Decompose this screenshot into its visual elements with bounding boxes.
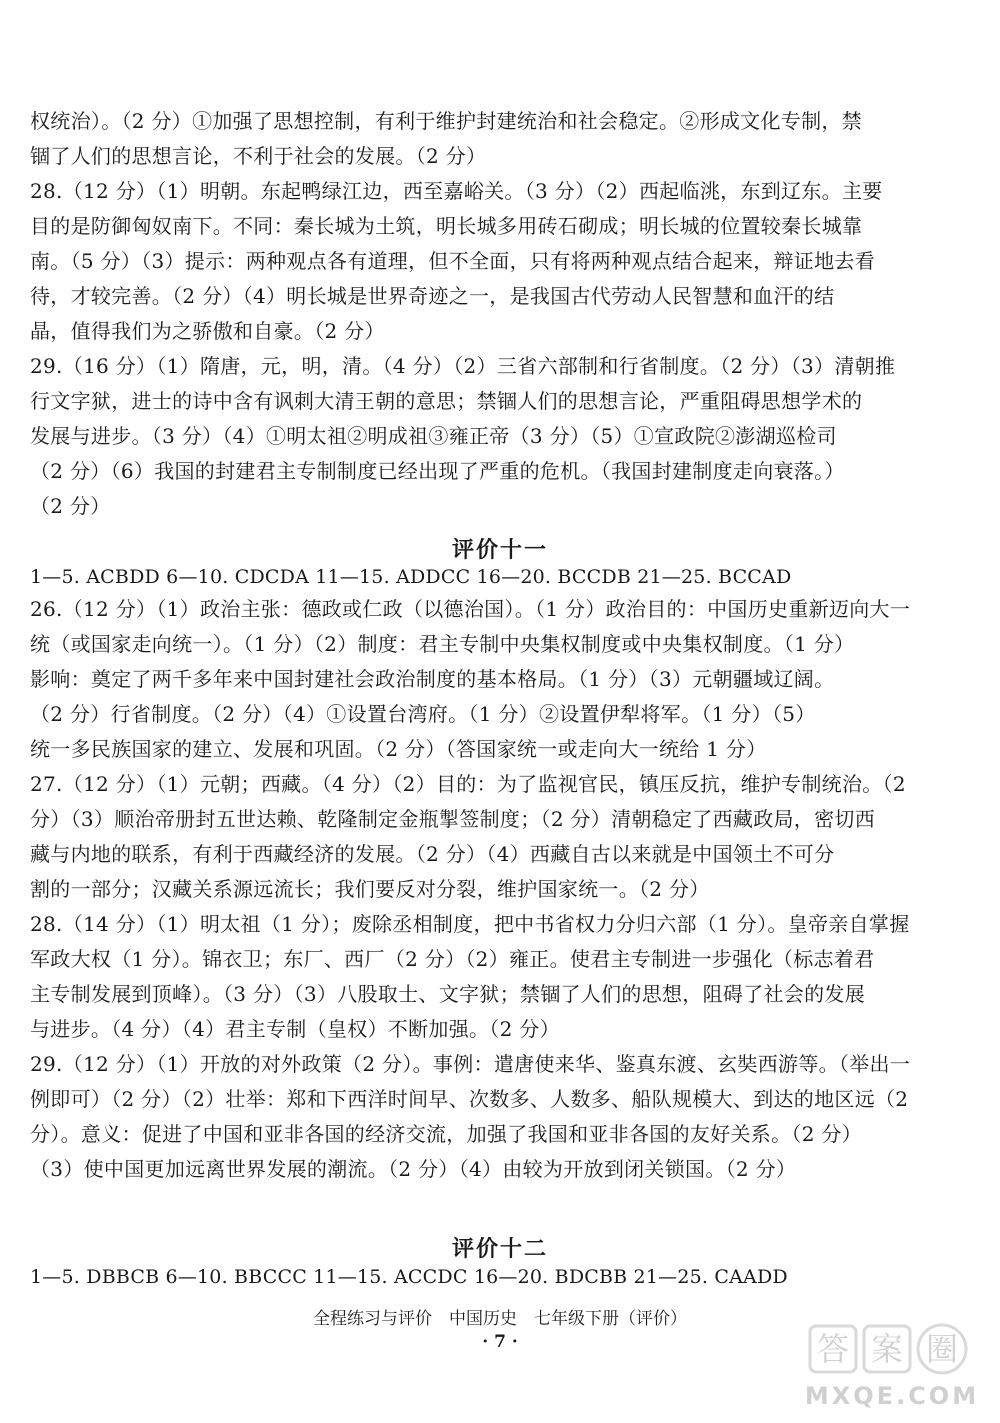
section-11-answers-block	[30, 592, 970, 1187]
text-line: 与进步。（4 分）（4）君主专制（皇权）不断加强。（2 分）	[30, 1017, 560, 1041]
svg-text:答: 答	[816, 1330, 850, 1368]
section-11-title: 评价十一	[451, 537, 548, 563]
text-line: 藏与内地的联系，有利于西藏经济的发展。（2 分）（4）西藏自古以来就是中国领土不可分	[30, 842, 835, 866]
text-line: 军政大权（1 分）。锦衣卫；东厂、西厂（2 分）（2）雍正。使君主专制进一步强化（标志着君	[30, 947, 875, 971]
text-line: （2 分）	[30, 494, 111, 518]
text-line: 统（或国家走向统一）。（1 分）（2）制度：君主专制中央集权制度或中央集权制度。（1 分）	[30, 632, 855, 656]
book-footer: 全程练习与评价 中国历史 七年级下册（评价）	[313, 1309, 687, 1329]
svg-text:案: 案	[870, 1330, 904, 1368]
text-line: 28.（14 分）（1）明太祖（1 分）；废除丞相制度，把中书省权力分归六部（1 分）。皇帝亲自掌握	[30, 912, 910, 936]
text-line: 影响：奠定了两千多年来中国封建社会政治制度的基本格局。（1 分）（3）元朝疆域辽阔。	[30, 667, 835, 691]
text-line: 26.（12 分）（1）政治主张：德政或仁政（以德治国）。（1 分）政治目的：中国历史重新迈向大一	[30, 597, 911, 621]
watermark-logo	[802, 1320, 982, 1415]
section-12-title: 评价十二	[451, 1236, 548, 1262]
text-line: （3）使中国更加远离世界发展的潮流。（2 分）（4）由较为开放到闭关锁国。（2 分）	[30, 1157, 797, 1181]
text-line: 统一多民族国家的建立、发展和巩固。（2 分）（答国家统一或走向大一统给 1 分）	[30, 737, 767, 761]
text-line: 待，才较完善。（2 分）（4）明长城是世界奇迹之一，是我国古代劳动人民智慧和血汗的结	[30, 284, 835, 308]
text-line: （2 分）行省制度。（2 分）（4）①设置台湾府。（1 分）②设置伊犁将军。（1 分）（5）	[30, 702, 816, 726]
section-12-choice-answers: 1—5. DBBCB 6—10. BBCCC 11—15. ACCDC 16—20. BDCBB 21—25. CAADD	[30, 1266, 788, 1288]
text-line: 锢了人们的思想言论，不利于社会的发展。（2 分）	[30, 144, 487, 168]
text-line: 分）。意义：促进了中国和亚非各国的经济交流，加强了我国和亚非各国的友好关系。（2 分）	[30, 1122, 862, 1146]
text-line: 分）（3）顺治帝册封五世达赖、乾隆制定金瓶掣签制度；（2 分）清朝稳定了西藏政局，密切西	[30, 807, 876, 831]
text-line: 主专制发展到顶峰）。（3 分）（3）八股取士、文字狱；禁锢了人们的思想，阻碍了社会的发展	[30, 982, 866, 1006]
svg-text:MXQE.COM: MXQE.COM	[804, 1382, 980, 1410]
text-line: 发展与进步。（3 分）（4）①明太祖②明成祖③雍正帝（3 分）（5）①宣政院②澎湖巡检司	[30, 424, 837, 448]
text-line: （2 分）（6）我国的封建君主专制制度已经出现了严重的危机。（我国封建制度走向衰落。）	[30, 459, 845, 483]
page-number: · 7 ·	[482, 1332, 518, 1352]
text-line: 目的是防御匈奴南下。不同：秦长城为土筑，明长城多用砖石砌成；明长城的位置较秦长城靠	[30, 214, 863, 238]
text-line: 晶，值得我们为之骄傲和自豪。（2 分）	[30, 319, 385, 343]
text-line: 例即可）（2 分）（2）壮举：郑和下西洋时间早、次数多、人数多、船队规模大、到达的地区远（2	[30, 1087, 909, 1111]
text-line: 行文字狱，进士的诗中含有讽刺大清王朝的意思；禁锢人们的思想言论，严重阻碍思想学术的	[30, 389, 863, 413]
text-line: 权统治）。（2 分）①加强了思想控制，有利于维护封建统治和社会稳定。②形成文化专制，禁	[30, 109, 862, 133]
text-line: 28.（12 分）（1）明朝。东起鸭绿江边，西至嘉峪关。（3 分）（2）西起临洮，东到辽东。主要	[30, 179, 883, 203]
svg-text:圈: 圈	[925, 1330, 959, 1368]
text-line: 29.（12 分）（1）开放的对外政策（2 分）。事例：遣唐使来华、鉴真东渡、玄奘西游等。（举出一	[30, 1052, 911, 1076]
text-line: 27.（12 分）（1）元朝；西藏。（4 分）（2）目的：为了监视官民，镇压反抗，维护专制统治。（2	[30, 772, 906, 796]
text-line: 29.（16 分）（1）隋唐，元，明，清。（4 分）（2）三省六部制和行省制度。（2 分）（3）清朝推	[30, 354, 896, 378]
text-line: 割的一部分；汉藏关系源远流长；我们要反对分裂，维护国家统一。（2 分）	[30, 877, 710, 901]
section-11-choice-answers: 1—5. ACBDD 6—10. CDCDA 11—15. ADDCC 16—20. BCCDB 21—25. BCCAD	[30, 566, 792, 588]
continued-answers-block	[30, 104, 970, 524]
text-line: 南。（5 分）（3）提示：两种观点各有道理，但不全面，只有将两种观点结合起来，辩证地去看	[30, 249, 876, 273]
